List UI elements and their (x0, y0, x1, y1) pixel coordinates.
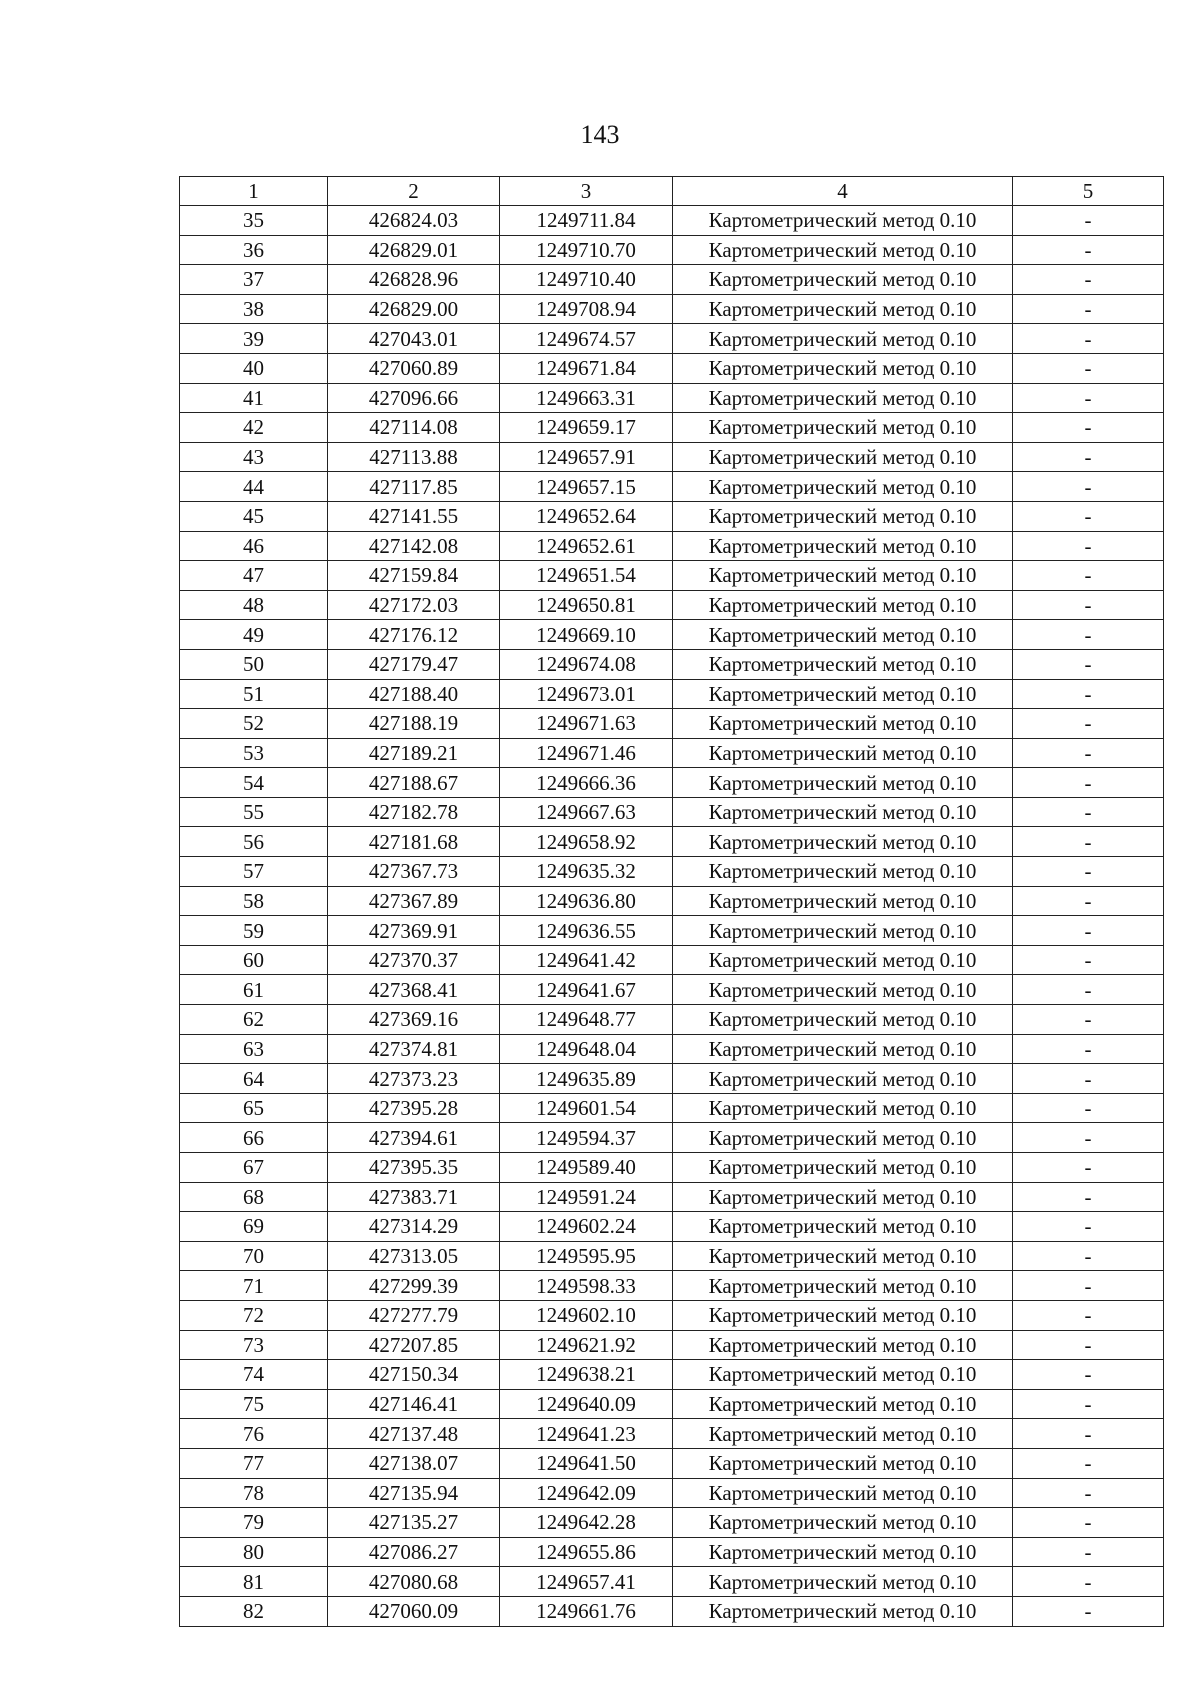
note-cell: - (1013, 1093, 1164, 1123)
page-number: 143 (580, 120, 620, 149)
y-coordinate-cell: 1249711.84 (500, 206, 673, 236)
x-coordinate-cell: 427138.07 (328, 1448, 500, 1478)
x-coordinate-cell: 427369.16 (328, 1005, 500, 1035)
y-coordinate-cell: 1249661.76 (500, 1596, 673, 1626)
table-row (180, 1034, 1164, 1064)
method-cell: Картометрический метод 0.10 (673, 590, 1013, 620)
method-cell: Картометрический метод 0.10 (673, 531, 1013, 561)
point-number-cell: 56 (180, 827, 328, 857)
table-row (180, 1300, 1164, 1330)
method-cell: Картометрический метод 0.10 (673, 620, 1013, 650)
point-number-cell: 64 (180, 1064, 328, 1094)
note-cell: - (1013, 265, 1164, 295)
method-cell: Картометрический метод 0.10 (673, 768, 1013, 798)
table-row (180, 738, 1164, 768)
note-cell: - (1013, 1389, 1164, 1419)
table-row (180, 561, 1164, 591)
x-coordinate-cell: 427188.19 (328, 709, 500, 739)
y-coordinate-cell: 1249648.77 (500, 1005, 673, 1035)
y-coordinate-cell: 1249710.70 (500, 235, 673, 265)
point-number-cell: 43 (180, 442, 328, 472)
y-coordinate-cell: 1249671.63 (500, 709, 673, 739)
x-coordinate-cell: 427141.55 (328, 501, 500, 531)
x-coordinate-cell: 427369.91 (328, 916, 500, 946)
y-coordinate-cell: 1249648.04 (500, 1034, 673, 1064)
table-row (180, 1330, 1164, 1360)
table-row (180, 1271, 1164, 1301)
x-coordinate-cell: 427370.37 (328, 945, 500, 975)
point-number-cell: 81 (180, 1567, 328, 1597)
table-row (180, 886, 1164, 916)
y-coordinate-cell: 1249651.54 (500, 561, 673, 591)
method-cell: Картометрический метод 0.10 (673, 857, 1013, 887)
y-coordinate-cell: 1249641.50 (500, 1448, 673, 1478)
point-number-cell: 58 (180, 886, 328, 916)
x-coordinate-cell: 427179.47 (328, 649, 500, 679)
note-cell: - (1013, 1596, 1164, 1626)
point-number-cell: 39 (180, 324, 328, 354)
method-cell: Картометрический метод 0.10 (673, 797, 1013, 827)
method-cell: Картометрический метод 0.10 (673, 1508, 1013, 1538)
table-row (180, 531, 1164, 561)
method-cell: Картометрический метод 0.10 (673, 1153, 1013, 1183)
y-coordinate-cell: 1249674.57 (500, 324, 673, 354)
method-cell: Картометрический метод 0.10 (673, 383, 1013, 413)
note-cell: - (1013, 797, 1164, 827)
y-coordinate-cell: 1249641.23 (500, 1419, 673, 1449)
table-row (180, 1123, 1164, 1153)
table-row (180, 916, 1164, 946)
method-cell: Картометрический метод 0.10 (673, 1330, 1013, 1360)
table-row (180, 324, 1164, 354)
point-number-cell: 82 (180, 1596, 328, 1626)
note-cell: - (1013, 1034, 1164, 1064)
method-cell: Картометрический метод 0.10 (673, 945, 1013, 975)
point-number-cell: 74 (180, 1360, 328, 1390)
method-cell: Картометрический метод 0.10 (673, 1005, 1013, 1035)
method-cell: Картометрический метод 0.10 (673, 1271, 1013, 1301)
coordinates-table (179, 176, 1164, 1627)
method-cell: Картометрический метод 0.10 (673, 294, 1013, 324)
table-row (180, 1005, 1164, 1035)
note-cell: - (1013, 1300, 1164, 1330)
table-row (180, 768, 1164, 798)
point-number-cell: 46 (180, 531, 328, 561)
x-coordinate-cell: 427113.88 (328, 442, 500, 472)
note-cell: - (1013, 413, 1164, 443)
table-row (180, 1093, 1164, 1123)
x-coordinate-cell: 427189.21 (328, 738, 500, 768)
table-row (180, 975, 1164, 1005)
y-coordinate-cell: 1249595.95 (500, 1241, 673, 1271)
y-coordinate-cell: 1249674.08 (500, 649, 673, 679)
method-cell: Картометрический метод 0.10 (673, 1093, 1013, 1123)
method-cell: Картометрический метод 0.10 (673, 1241, 1013, 1271)
method-cell: Картометрический метод 0.10 (673, 353, 1013, 383)
note-cell: - (1013, 1182, 1164, 1212)
x-coordinate-cell: 427374.81 (328, 1034, 500, 1064)
table-row (180, 383, 1164, 413)
note-cell: - (1013, 945, 1164, 975)
note-cell: - (1013, 353, 1164, 383)
x-coordinate-cell: 427142.08 (328, 531, 500, 561)
point-number-cell: 42 (180, 413, 328, 443)
x-coordinate-cell: 427176.12 (328, 620, 500, 650)
y-coordinate-cell: 1249666.36 (500, 768, 673, 798)
y-coordinate-cell: 1249657.15 (500, 472, 673, 502)
method-cell: Картометрический метод 0.10 (673, 738, 1013, 768)
note-cell: - (1013, 590, 1164, 620)
x-coordinate-cell: 427135.94 (328, 1478, 500, 1508)
note-cell: - (1013, 472, 1164, 502)
column-header-3: 3 (500, 177, 673, 206)
y-coordinate-cell: 1249589.40 (500, 1153, 673, 1183)
note-cell: - (1013, 1448, 1164, 1478)
method-cell: Картометрический метод 0.10 (673, 501, 1013, 531)
method-cell: Картометрический метод 0.10 (673, 1596, 1013, 1626)
table-row (180, 797, 1164, 827)
note-cell: - (1013, 442, 1164, 472)
point-number-cell: 62 (180, 1005, 328, 1035)
method-cell: Картометрический метод 0.10 (673, 827, 1013, 857)
table-row (180, 1448, 1164, 1478)
x-coordinate-cell: 427188.67 (328, 768, 500, 798)
column-header-5: 5 (1013, 177, 1164, 206)
table-row (180, 413, 1164, 443)
y-coordinate-cell: 1249602.10 (500, 1300, 673, 1330)
note-cell: - (1013, 620, 1164, 650)
note-cell: - (1013, 738, 1164, 768)
x-coordinate-cell: 427159.84 (328, 561, 500, 591)
method-cell: Картометрический метод 0.10 (673, 324, 1013, 354)
column-header-1: 1 (180, 177, 328, 206)
table-row (180, 1567, 1164, 1597)
y-coordinate-cell: 1249671.46 (500, 738, 673, 768)
method-cell: Картометрический метод 0.10 (673, 1212, 1013, 1242)
x-coordinate-cell: 427383.71 (328, 1182, 500, 1212)
table-row (180, 1064, 1164, 1094)
method-cell: Картометрический метод 0.10 (673, 1360, 1013, 1390)
y-coordinate-cell: 1249641.42 (500, 945, 673, 975)
note-cell: - (1013, 1508, 1164, 1538)
note-cell: - (1013, 1153, 1164, 1183)
method-cell: Картометрический метод 0.10 (673, 413, 1013, 443)
method-cell: Картометрический метод 0.10 (673, 265, 1013, 295)
y-coordinate-cell: 1249669.10 (500, 620, 673, 650)
point-number-cell: 75 (180, 1389, 328, 1419)
x-coordinate-cell: 427135.27 (328, 1508, 500, 1538)
header-row (180, 177, 1164, 206)
y-coordinate-cell: 1249621.92 (500, 1330, 673, 1360)
y-coordinate-cell: 1249659.17 (500, 413, 673, 443)
table-row (180, 206, 1164, 236)
note-cell: - (1013, 501, 1164, 531)
y-coordinate-cell: 1249594.37 (500, 1123, 673, 1153)
point-number-cell: 65 (180, 1093, 328, 1123)
x-coordinate-cell: 426829.01 (328, 235, 500, 265)
table-row (180, 590, 1164, 620)
x-coordinate-cell: 427207.85 (328, 1330, 500, 1360)
method-cell: Картометрический метод 0.10 (673, 1567, 1013, 1597)
point-number-cell: 60 (180, 945, 328, 975)
method-cell: Картометрический метод 0.10 (673, 1389, 1013, 1419)
y-coordinate-cell: 1249650.81 (500, 590, 673, 620)
note-cell: - (1013, 768, 1164, 798)
y-coordinate-cell: 1249638.21 (500, 1360, 673, 1390)
note-cell: - (1013, 235, 1164, 265)
note-cell: - (1013, 649, 1164, 679)
note-cell: - (1013, 916, 1164, 946)
note-cell: - (1013, 1005, 1164, 1035)
y-coordinate-cell: 1249652.61 (500, 531, 673, 561)
y-coordinate-cell: 1249663.31 (500, 383, 673, 413)
note-cell: - (1013, 1241, 1164, 1271)
method-cell: Картометрический метод 0.10 (673, 1448, 1013, 1478)
method-cell: Картометрический метод 0.10 (673, 472, 1013, 502)
point-number-cell: 41 (180, 383, 328, 413)
x-coordinate-cell: 427299.39 (328, 1271, 500, 1301)
y-coordinate-cell: 1249655.86 (500, 1537, 673, 1567)
note-cell: - (1013, 294, 1164, 324)
point-number-cell: 68 (180, 1182, 328, 1212)
note-cell: - (1013, 679, 1164, 709)
method-cell: Картометрический метод 0.10 (673, 1123, 1013, 1153)
point-number-cell: 53 (180, 738, 328, 768)
y-coordinate-cell: 1249635.32 (500, 857, 673, 887)
x-coordinate-cell: 427188.40 (328, 679, 500, 709)
table-row (180, 1212, 1164, 1242)
method-cell: Картометрический метод 0.10 (673, 442, 1013, 472)
note-cell: - (1013, 1567, 1164, 1597)
note-cell: - (1013, 531, 1164, 561)
point-number-cell: 55 (180, 797, 328, 827)
table-row (180, 1508, 1164, 1538)
y-coordinate-cell: 1249657.41 (500, 1567, 673, 1597)
y-coordinate-cell: 1249657.91 (500, 442, 673, 472)
y-coordinate-cell: 1249658.92 (500, 827, 673, 857)
x-coordinate-cell: 427394.61 (328, 1123, 500, 1153)
point-number-cell: 72 (180, 1300, 328, 1330)
x-coordinate-cell: 427367.89 (328, 886, 500, 916)
table-row (180, 827, 1164, 857)
y-coordinate-cell: 1249598.33 (500, 1271, 673, 1301)
note-cell: - (1013, 1537, 1164, 1567)
point-number-cell: 51 (180, 679, 328, 709)
note-cell: - (1013, 1478, 1164, 1508)
point-number-cell: 69 (180, 1212, 328, 1242)
table-row (180, 709, 1164, 739)
note-cell: - (1013, 1330, 1164, 1360)
y-coordinate-cell: 1249602.24 (500, 1212, 673, 1242)
table-row (180, 679, 1164, 709)
point-number-cell: 77 (180, 1448, 328, 1478)
method-cell: Картометрический метод 0.10 (673, 1419, 1013, 1449)
point-number-cell: 48 (180, 590, 328, 620)
x-coordinate-cell: 426829.00 (328, 294, 500, 324)
point-number-cell: 80 (180, 1537, 328, 1567)
y-coordinate-cell: 1249635.89 (500, 1064, 673, 1094)
column-header-2: 2 (328, 177, 500, 206)
method-cell: Картометрический метод 0.10 (673, 1034, 1013, 1064)
table-row (180, 1241, 1164, 1271)
point-number-cell: 73 (180, 1330, 328, 1360)
point-number-cell: 76 (180, 1419, 328, 1449)
y-coordinate-cell: 1249640.09 (500, 1389, 673, 1419)
y-coordinate-cell: 1249652.64 (500, 501, 673, 531)
table-row (180, 265, 1164, 295)
y-coordinate-cell: 1249636.55 (500, 916, 673, 946)
method-cell: Картометрический метод 0.10 (673, 649, 1013, 679)
point-number-cell: 47 (180, 561, 328, 591)
point-number-cell: 61 (180, 975, 328, 1005)
point-number-cell: 54 (180, 768, 328, 798)
table-row (180, 945, 1164, 975)
method-cell: Картометрический метод 0.10 (673, 1478, 1013, 1508)
point-number-cell: 79 (180, 1508, 328, 1538)
x-coordinate-cell: 426824.03 (328, 206, 500, 236)
x-coordinate-cell: 427150.34 (328, 1360, 500, 1390)
x-coordinate-cell: 427395.35 (328, 1153, 500, 1183)
y-coordinate-cell: 1249671.84 (500, 353, 673, 383)
x-coordinate-cell: 427114.08 (328, 413, 500, 443)
x-coordinate-cell: 427395.28 (328, 1093, 500, 1123)
method-cell: Картометрический метод 0.10 (673, 235, 1013, 265)
table-row (180, 1153, 1164, 1183)
x-coordinate-cell: 427146.41 (328, 1389, 500, 1419)
note-cell: - (1013, 1123, 1164, 1153)
method-cell: Картометрический метод 0.10 (673, 1537, 1013, 1567)
point-number-cell: 40 (180, 353, 328, 383)
table-row (180, 1478, 1164, 1508)
note-cell: - (1013, 206, 1164, 236)
note-cell: - (1013, 857, 1164, 887)
table-header (180, 177, 1164, 206)
y-coordinate-cell: 1249708.94 (500, 294, 673, 324)
method-cell: Картометрический метод 0.10 (673, 886, 1013, 916)
note-cell: - (1013, 709, 1164, 739)
table-row (180, 620, 1164, 650)
point-number-cell: 36 (180, 235, 328, 265)
method-cell: Картометрический метод 0.10 (673, 975, 1013, 1005)
x-coordinate-cell: 427086.27 (328, 1537, 500, 1567)
y-coordinate-cell: 1249601.54 (500, 1093, 673, 1123)
table-row (180, 1419, 1164, 1449)
table-row (180, 1596, 1164, 1626)
y-coordinate-cell: 1249591.24 (500, 1182, 673, 1212)
x-coordinate-cell: 427277.79 (328, 1300, 500, 1330)
point-number-cell: 63 (180, 1034, 328, 1064)
method-cell: Картометрический метод 0.10 (673, 1300, 1013, 1330)
point-number-cell: 45 (180, 501, 328, 531)
table-row (180, 1182, 1164, 1212)
x-coordinate-cell: 427182.78 (328, 797, 500, 827)
note-cell: - (1013, 324, 1164, 354)
column-header-4: 4 (673, 177, 1013, 206)
point-number-cell: 71 (180, 1271, 328, 1301)
point-number-cell: 52 (180, 709, 328, 739)
y-coordinate-cell: 1249636.80 (500, 886, 673, 916)
y-coordinate-cell: 1249667.63 (500, 797, 673, 827)
point-number-cell: 59 (180, 916, 328, 946)
y-coordinate-cell: 1249642.28 (500, 1508, 673, 1538)
point-number-cell: 37 (180, 265, 328, 295)
method-cell: Картометрический метод 0.10 (673, 709, 1013, 739)
x-coordinate-cell: 427096.66 (328, 383, 500, 413)
note-cell: - (1013, 975, 1164, 1005)
note-cell: - (1013, 1212, 1164, 1242)
x-coordinate-cell: 427368.41 (328, 975, 500, 1005)
x-coordinate-cell: 427117.85 (328, 472, 500, 502)
table-row (180, 353, 1164, 383)
table-row (180, 857, 1164, 887)
point-number-cell: 57 (180, 857, 328, 887)
note-cell: - (1013, 383, 1164, 413)
point-number-cell: 44 (180, 472, 328, 502)
x-coordinate-cell: 427060.09 (328, 1596, 500, 1626)
table-row (180, 294, 1164, 324)
table-row (180, 472, 1164, 502)
x-coordinate-cell: 427080.68 (328, 1567, 500, 1597)
point-number-cell: 66 (180, 1123, 328, 1153)
x-coordinate-cell: 427313.05 (328, 1241, 500, 1271)
x-coordinate-cell: 427172.03 (328, 590, 500, 620)
note-cell: - (1013, 1064, 1164, 1094)
method-cell: Картометрический метод 0.10 (673, 679, 1013, 709)
x-coordinate-cell: 427060.89 (328, 353, 500, 383)
x-coordinate-cell: 427181.68 (328, 827, 500, 857)
x-coordinate-cell: 427373.23 (328, 1064, 500, 1094)
x-coordinate-cell: 426828.96 (328, 265, 500, 295)
x-coordinate-cell: 427043.01 (328, 324, 500, 354)
method-cell: Картометрический метод 0.10 (673, 1182, 1013, 1212)
point-number-cell: 78 (180, 1478, 328, 1508)
note-cell: - (1013, 886, 1164, 916)
table-row (180, 1389, 1164, 1419)
x-coordinate-cell: 427367.73 (328, 857, 500, 887)
method-cell: Картометрический метод 0.10 (673, 1064, 1013, 1094)
note-cell: - (1013, 827, 1164, 857)
point-number-cell: 67 (180, 1153, 328, 1183)
point-number-cell: 49 (180, 620, 328, 650)
x-coordinate-cell: 427137.48 (328, 1419, 500, 1449)
point-number-cell: 35 (180, 206, 328, 236)
table-body (180, 206, 1164, 1627)
table-row (180, 235, 1164, 265)
y-coordinate-cell: 1249642.09 (500, 1478, 673, 1508)
note-cell: - (1013, 1419, 1164, 1449)
y-coordinate-cell: 1249673.01 (500, 679, 673, 709)
point-number-cell: 50 (180, 649, 328, 679)
note-cell: - (1013, 1271, 1164, 1301)
method-cell: Картометрический метод 0.10 (673, 206, 1013, 236)
y-coordinate-cell: 1249641.67 (500, 975, 673, 1005)
x-coordinate-cell: 427314.29 (328, 1212, 500, 1242)
y-coordinate-cell: 1249710.40 (500, 265, 673, 295)
table-row (180, 501, 1164, 531)
table-row (180, 1360, 1164, 1390)
point-number-cell: 70 (180, 1241, 328, 1271)
note-cell: - (1013, 1360, 1164, 1390)
table-row (180, 1537, 1164, 1567)
method-cell: Картометрический метод 0.10 (673, 561, 1013, 591)
table-row (180, 649, 1164, 679)
method-cell: Картометрический метод 0.10 (673, 916, 1013, 946)
note-cell: - (1013, 561, 1164, 591)
table-row (180, 442, 1164, 472)
point-number-cell: 38 (180, 294, 328, 324)
